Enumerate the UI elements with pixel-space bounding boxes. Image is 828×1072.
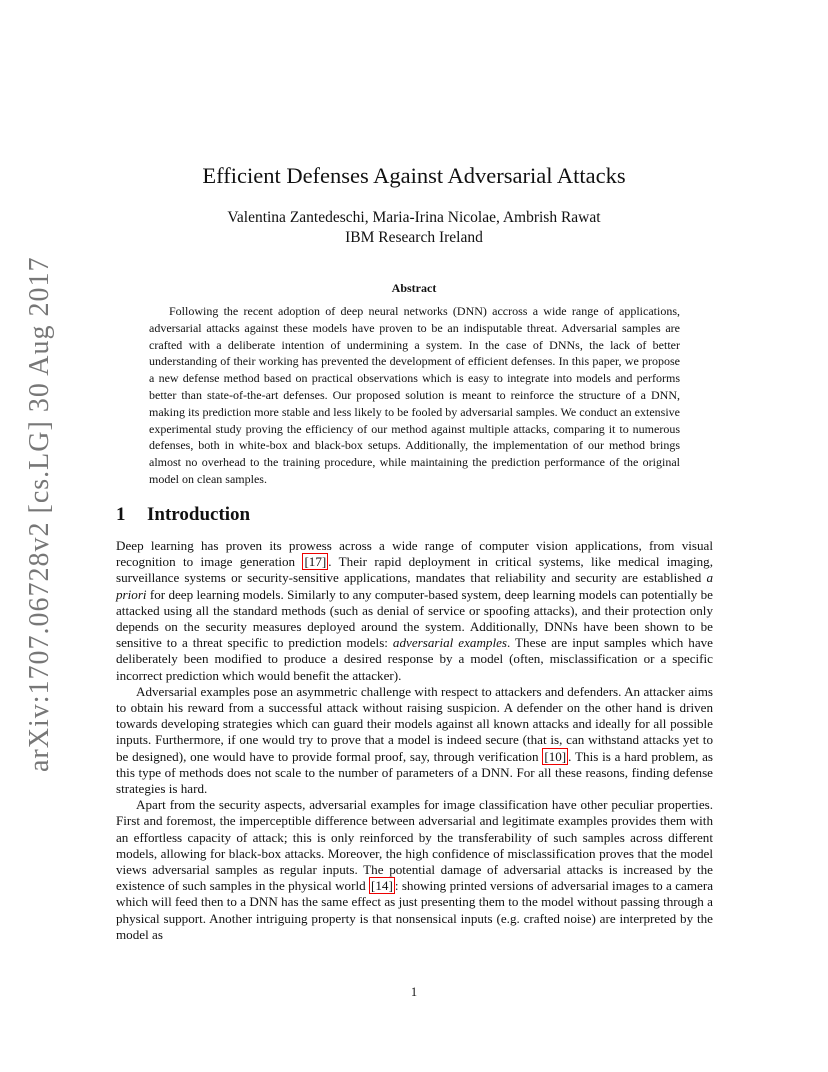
- intro-p1-emphasis-a-priori: a priori: [116, 570, 713, 602]
- introduction-body: [116, 538, 713, 943]
- intro-p2-text-b: . This is a hard problem, as this type of methods does not scale to the number of parameters of a DNN. For all these reasons, finding defense strategies is hard.: [116, 748, 713, 797]
- arxiv-sidebar-stamp: arXiv:1707.06728v2 [cs.LG] 30 Aug 2017: [24, 256, 55, 772]
- citation-link-17[interactable]: [17]: [304, 554, 327, 570]
- intro-p1-text-d: . These are input samples which have deliberately been modified to produce a desired response by a model (often, misclassification or a specific incorrect prediction which would benefit the attacker).: [116, 635, 713, 683]
- citation-link-10[interactable]: [10]: [544, 748, 567, 764]
- intro-p1-emphasis-adversarial-examples: adversarial examples: [392, 635, 507, 651]
- abstract-text: Following the recent adoption of deep neural networks (DNN) accross a wide range of applications, adversarial attacks against these models have proven to be an indisputable threat. Adversarial samples are crafted with a deliberate intention of undermining a system. In the case of DNNs, the lack of better understanding of their working has prevented the development of efficient defenses. In this paper, we propose a new defense method based on practical observations which is easy to integrate into models and performs better than state-of-the-art defenses. Our proposed solution is meant to reinforce the structure of a DNN, making its prediction more stable and less likely to be fooled by adversarial samples. We conduct an extensive experimental study proving the efficiency of our method against multiple attacks, comparing it to numerous defenses, both in white-box and black-box setups. Additionally, the implementation of our method brings almost no overhead to the training procedure, while maintaining the prediction performance of the original model on clean samples.: [149, 304, 680, 486]
- intro-p3-text-b: : showing printed versions of adversarial images to a camera which will feed then to a DNN has the same effect as just presenting them to the model without passing through a physical support. Another intriguing property is that nonsensical inputs (e.g. crafted noise) are interpreted by the model as: [116, 878, 714, 942]
- section-number: 1: [116, 504, 126, 525]
- section-heading: [116, 504, 250, 526]
- abstract-heading: Abstract: [391, 281, 437, 295]
- paper-title: Efficient Defenses Against Adversarial Attacks: [202, 163, 626, 188]
- section-title: Introduction: [147, 504, 251, 525]
- intro-paragraph-2: [116, 684, 713, 797]
- intro-p2-text-a: Adversarial examples pose an asymmetric challenge with respect to attackers and defenders. An attacker aims to obtain his reward from a successful attack without raising suspicion. A defender on the other hand is driven towards developing strategies which can guard their models against all known attacks and ideally for all possible inputs. Furthermore, if one would try to prove that a model is indeed secure (that is, can withstand attacks yet to be designed), one would have to provide formal proof, say, through verification: [116, 683, 713, 764]
- paper-authors: Valentina Zantedeschi, Maria-Irina Nicolae, Ambrish Rawat: [227, 209, 601, 226]
- page-number: 1: [410, 985, 418, 999]
- intro-p1-text-a: Deep learning has proven its prowess across a wide range of computer vision applications, from visual recognition to image generation: [116, 538, 713, 570]
- citation-link-14[interactable]: [14]: [371, 878, 393, 894]
- intro-paragraph-1: [116, 538, 713, 684]
- intro-paragraph-3: [116, 797, 713, 943]
- intro-p1-text-c: for deep learning models. Similarly to any computer-based system, deep learning models can potentially be attacked using all the standard methods (such as denial of service or spoofing attacks), and their protection only depends on the security measures deployed around the system. Additionally, DNNs have been shown to be sensitive to a threat specific to prediction models:: [116, 586, 713, 651]
- intro-p3-text-a: Apart from the security aspects, adversarial examples for image classification have other peculiar properties. First and foremost, the imperceptible difference between adversarial and legitimate examples provides them with an effortless capacity of attack; this is only reinforced by the transferability of such samples across different models, allowing for black-box attacks. Moreover, the high confidence of misclassification proves that the model views adversarial samples as regular inputs. The potential damage of adversarial attacks is increased by the existence of such samples in the physical world: [116, 797, 713, 894]
- paper-affiliation: IBM Research Ireland: [345, 229, 483, 246]
- intro-p1-text-b: . Their rapid deployment in critical systems, like medical imaging, surveillance systems or security-sensitive applications, mandates that reliability and security are established: [116, 554, 713, 586]
